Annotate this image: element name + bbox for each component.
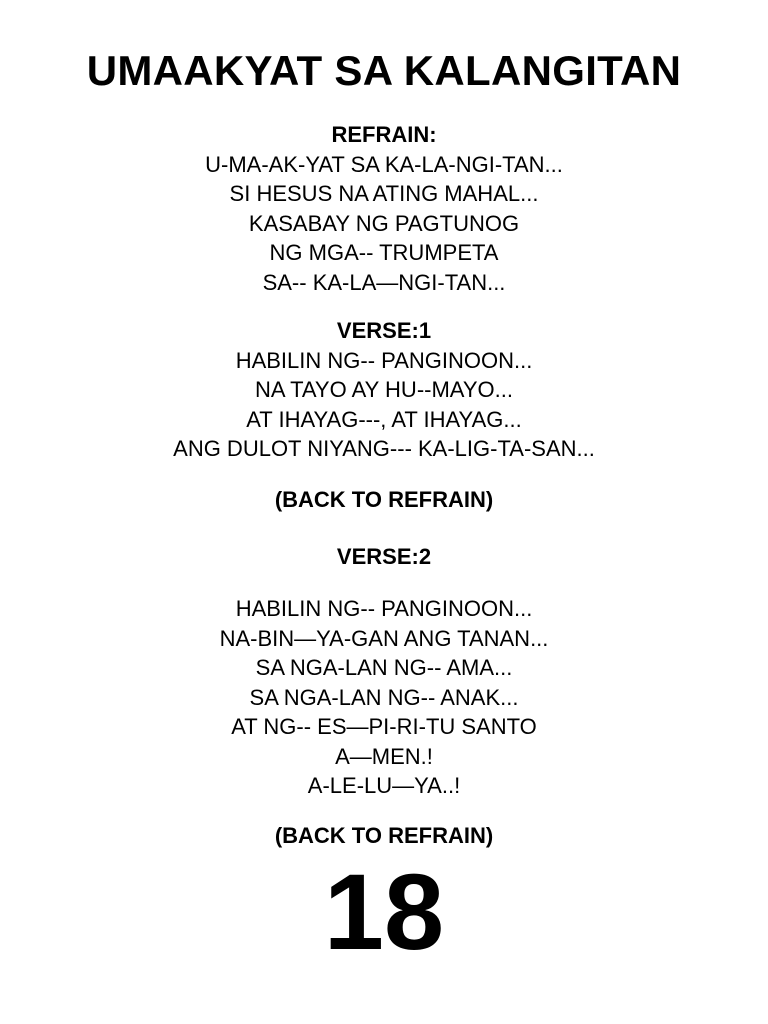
lyric-line: U-MA-AK-YAT SA KA-LA-NGI-TAN...	[205, 151, 563, 177]
verse2-heading: VERSE:2	[336, 544, 432, 569]
back-to-refrain-note: (BACK TO REFRAIN)	[274, 487, 494, 512]
page-number: 18	[323, 851, 445, 972]
refrain-heading: REFRAIN:	[331, 122, 437, 147]
lyric-line: SA NGA-LAN NG-- AMA...	[255, 655, 513, 680]
lyric-line: AT NG-- ES—PI-RI-TU SANTO	[231, 714, 537, 739]
lyric-line: NA-BIN—YA-GAN ANG TANAN...	[219, 625, 549, 651]
verse1-section	[0, 316, 768, 464]
verse1-heading: VERSE:1	[336, 318, 432, 343]
back-to-refrain-1-section	[0, 485, 768, 515]
lyric-line: ANG DULOT NIYANG--- KA-LIG-TA-SAN...	[173, 436, 595, 461]
lyric-line: HABILIN NG-- PANGINOON...	[235, 347, 533, 373]
lyric-line: NG MGA-- TRUMPETA	[269, 240, 499, 265]
lyric-line: SA NGA-LAN NG-- ANAK...	[249, 684, 519, 710]
lyric-line: HABILIN NG-- PANGINOON...	[235, 596, 533, 621]
lyric-line: AT IHAYAG---, AT IHAYAG...	[246, 406, 522, 432]
verse2-section	[0, 594, 768, 801]
refrain-section	[0, 120, 768, 297]
lyric-line: A-LE-LU—YA..!	[307, 773, 461, 798]
verse2-heading-section	[0, 542, 768, 572]
lyric-line: SA-- KA-LA—NGI-TAN...	[262, 269, 506, 295]
lyric-line: A—MEN.!	[335, 743, 433, 769]
back-to-refrain-2-section	[0, 821, 768, 851]
lyric-line: KASABAY NG PAGTUNOG	[248, 210, 520, 236]
back-to-refrain-note: (BACK TO REFRAIN)	[274, 823, 494, 848]
lyric-line: NA TAYO AY HU--MAYO...	[255, 377, 513, 402]
lyric-line: SI HESUS NA ATING MAHAL...	[229, 181, 539, 206]
song-title: UMAAKYAT SA KALANGITAN	[86, 47, 682, 94]
